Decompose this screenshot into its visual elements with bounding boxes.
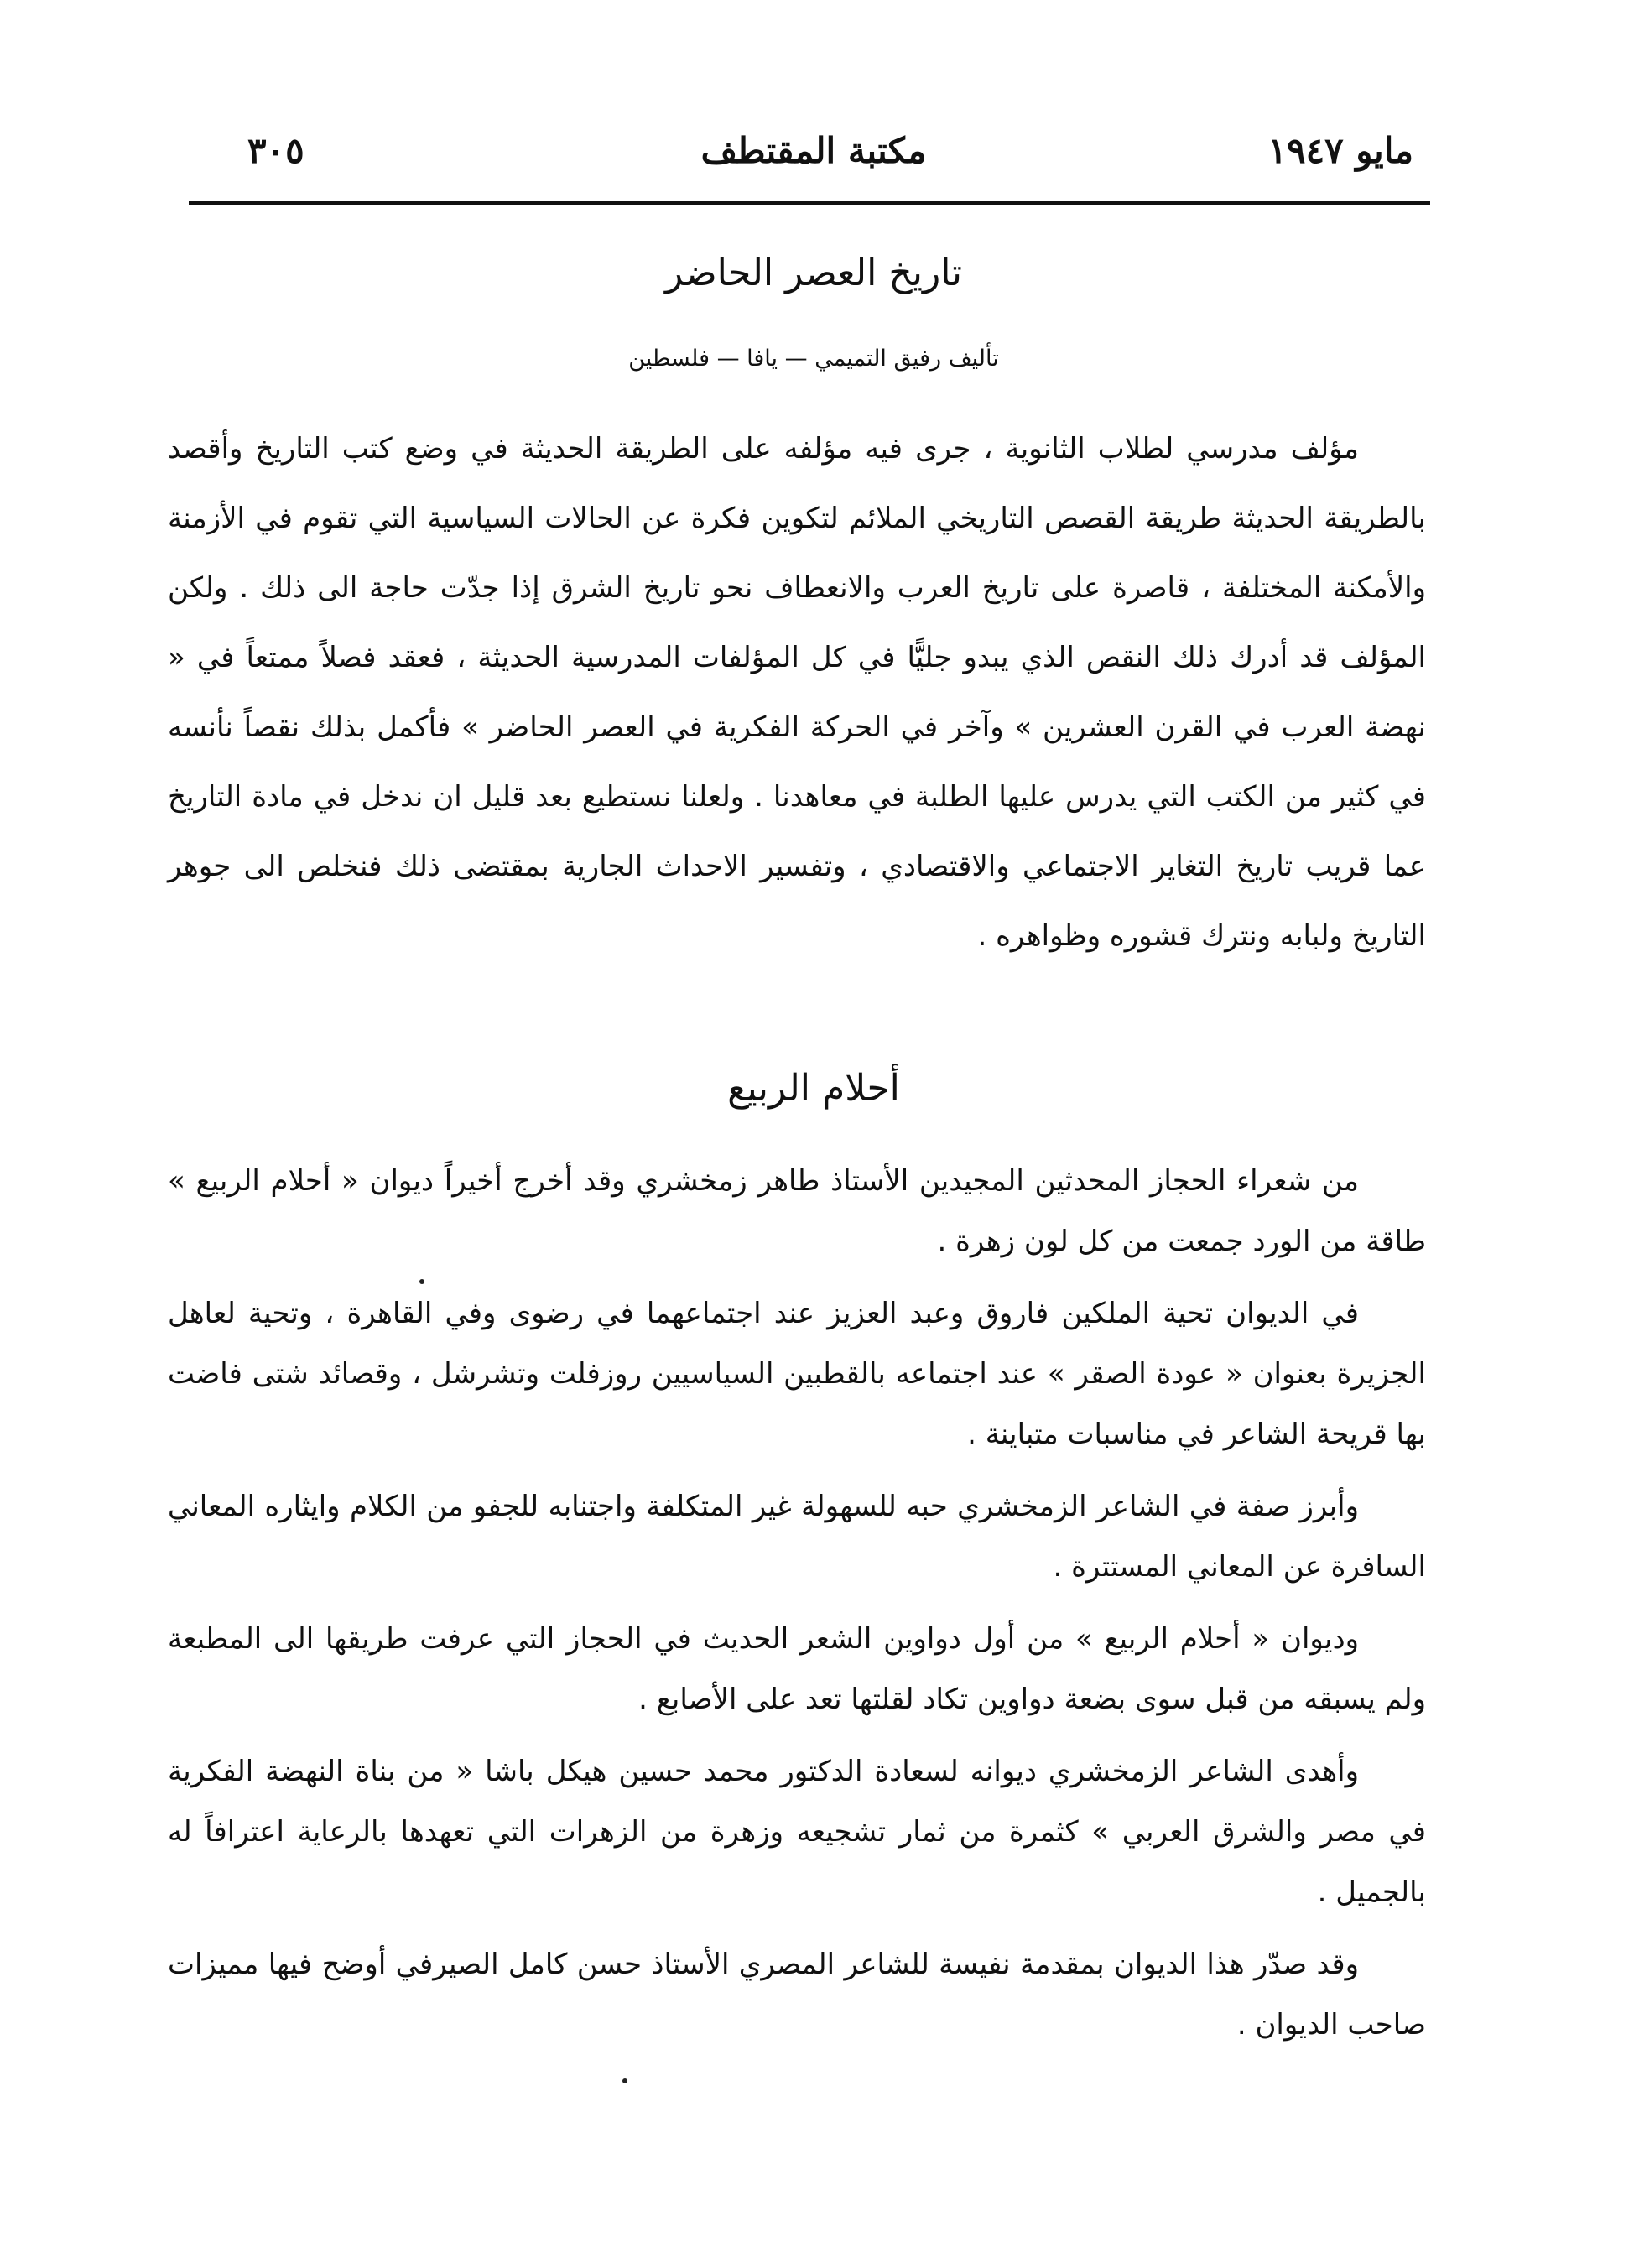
review-byline-1: تأليف رفيق التميمي — يافا — فلسطين (628, 346, 999, 372)
print-speck (419, 1279, 424, 1284)
print-speck (622, 2078, 627, 2083)
header-rule (189, 201, 1430, 205)
paragraph: وأبرز صفة في الشاعر الزمخشري حبه للسهولة غير المتكلفة واجتنابه للجفو من الكلام وايثاره المعاني السافرة عن المعاني المستترة . (168, 1490, 1426, 1584)
paragraph: مؤلف مدرسي لطلاب الثانوية ، جرى فيه مؤلفه على الطريقة الحديثة في وضع كتب التاريخ وأقصد بالطريقة الحديثة طريقة القصص التاريخي الملائم لتكوين فكرة عن الحالات السياسية التي تقوم في الأزمنة والأمكنة المختلفة ، قاصرة على تاريخ العرب والانعطاف نحو تاريخ الشرق إذا جدّت حاجة الى ذلك . ولكن المؤلف قد أدرك ذلك النقص الذي يبدو جليًّا في كل المؤلفات المدرسية الحديثة ، فعقد فصلاً ممتعاً في « نهضة العرب في القرن العشرين » وآخر في الحركة الفكرية في العصر الحاضر » فأكمل بذلك نقصاً نأنسه في كثير من الكتب التي يدرس عليها الطلبة في معاهدنا . ولعلنا نستطيع بعد قليل ان ندخل في مادة التاريخ عما قريب تاريخ التغاير الاجتماعي والاقتصادي ، وتفسير الاحداث الجارية بمقتضى ذلك فنخلص الى جوهر التاريخ ولبابه ونترك قشوره وظواهره . (168, 432, 1426, 953)
review-body-1 (168, 414, 1426, 971)
paragraph: من شعراء الحجاز المحدثين المجيدين الأستاذ طاهر زمخشري وقد أخرج أخيراً ديوان « أحلام الربيع » طاقة من الورد جمعت من كل لون زهرة . (168, 1164, 1426, 1258)
page-number: ٣٠٥ (247, 130, 304, 171)
running-head (214, 126, 1413, 176)
review-body-2 (168, 1151, 1426, 2055)
issue-date: مايو ١٩٤٧ (1267, 130, 1413, 171)
paragraph: وقد صدّر هذا الديوان بمقدمة نفيسة للشاعر المصري الأستاذ حسن كامل الصيرفي أوضح فيها مميزات صاحب الديوان . (168, 1948, 1426, 2042)
paragraph: في الديوان تحية الملكين فاروق وعبد العزيز عند اجتماعهما في رضوى وفي القاهرة ، وتحية لعاهل الجزيرة بعنوان « عودة الصقر » عند اجتماعه بالقطبين السياسيين روزفلت وتشرشل ، وقصائد شتى فاضت بها قريحة الشاعر في مناسبات متباينة . (168, 1297, 1426, 1451)
paragraph: وأهدى الشاعر الزمخشري ديوانه لسعادة الدكتور محمد حسين هيكل باشا « من بناة النهضة الفكرية في مصر والشرق العربي » كثمرة من ثمار تشجيعه وزهرة من الزهرات التي تعهدها بالرعاية اعترافاً له بالجميل . (168, 1755, 1426, 1909)
paragraph: وديوان « أحلام الربيع » من أول دواوين الشعر الحديث في الحجاز التي عرفت طريقها الى المطبعة ولم يسبقه من قبل سوى بضعة دواوين تكاد لقلتها تعد على الأصابع . (168, 1622, 1426, 1716)
review-title-1: تاريخ العصر الحاضر (665, 252, 962, 294)
review-title-2: أحلام الربيع (727, 1067, 900, 1110)
journal-section-title: مكتبة المقتطف (700, 130, 927, 171)
